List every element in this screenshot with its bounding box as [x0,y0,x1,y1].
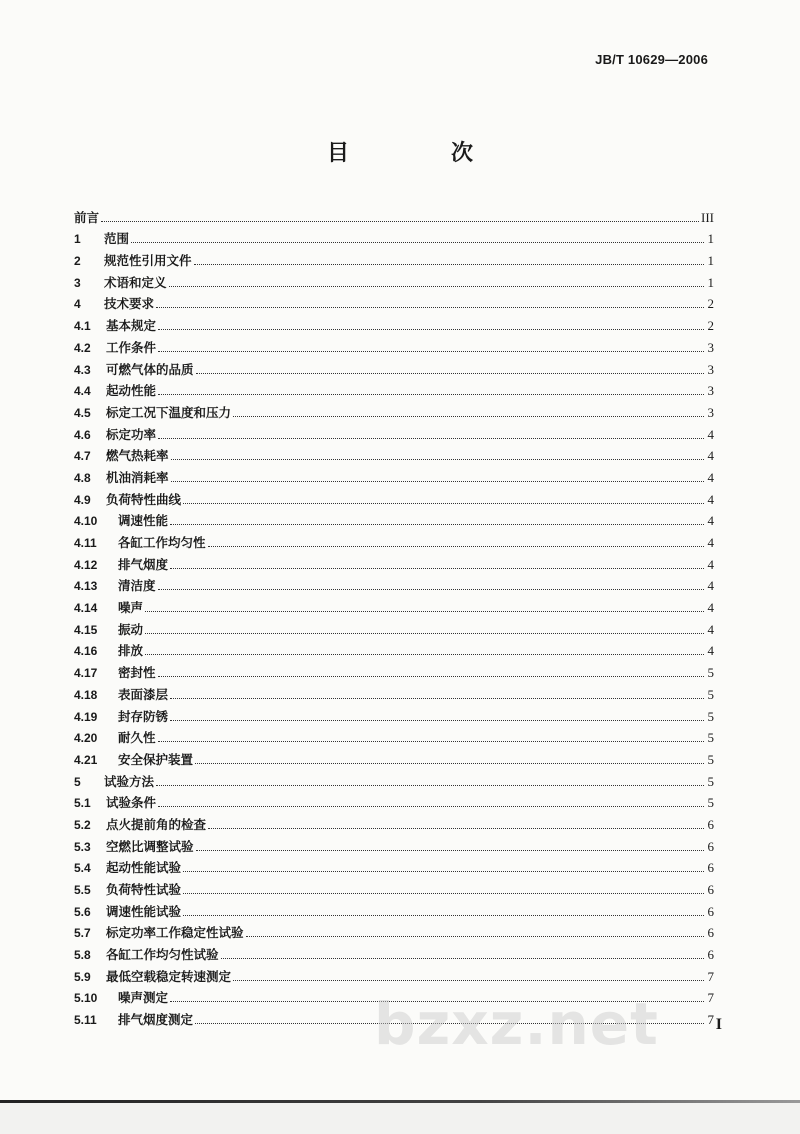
dot-leader [101,221,699,222]
toc-entry-number: 4.20 [74,731,98,746]
dot-leader [194,264,704,265]
toc-entry-page: 4 [707,600,714,616]
watermark: bzxz.net [374,990,659,1058]
toc-entry[interactable] [74,398,714,420]
toc-entry-page: 5 [707,665,714,681]
toc-entry-page: 5 [707,730,714,746]
dot-leader [233,416,704,417]
toc-entry-number: 5.4 [74,861,91,876]
toc-entry-number: 4.2 [74,340,91,355]
toc-entry-number: 4.16 [74,644,98,659]
toc-entry[interactable] [74,745,714,767]
toc-entry-page: 7 [707,1012,714,1028]
toc-entry-number: 5.6 [74,904,91,919]
dot-leader [171,459,704,460]
toc-entry-page: 3 [707,404,714,420]
toc-entry[interactable] [74,485,714,507]
toc-entry[interactable] [74,962,714,984]
toc-entry-title: 标定功率 [106,426,157,442]
dot-leader [183,915,704,916]
toc-entry[interactable] [74,724,714,746]
toc-entry-title: 耐久性 [118,730,156,746]
dot-leader [183,871,704,872]
toc-entry-page: 6 [707,903,714,919]
toc-entry-title: 点火提前角的检查 [106,816,207,832]
toc-entry-title: 机油消耗率 [106,469,169,485]
dot-leader [158,351,704,352]
toc-entry-page: 7 [707,968,714,984]
toc-entry-number: 4.4 [74,384,91,399]
dot-leader [208,546,704,547]
toc-entry-page: 6 [707,816,714,832]
toc-entry[interactable] [74,615,714,637]
toc-entry[interactable] [74,832,714,854]
page-title: 目 次 [326,141,513,166]
toc-entry[interactable] [74,593,714,615]
toc-entry-number: 5.1 [74,796,91,811]
dot-leader [196,373,704,374]
dot-leader [145,611,704,612]
toc-entry-page: 6 [707,925,714,941]
toc-entry-page: 5 [707,795,714,811]
toc-entry-page: 1 [707,231,714,247]
toc-entry-title: 调速性能试验 [106,903,182,919]
toc-entry-title: 起动性能 [106,383,157,399]
toc-entry-number: 5.10 [74,991,98,1006]
toc-entry-number: 3 [74,275,81,290]
dot-leader [131,242,704,243]
toc-entry[interactable] [74,940,714,962]
dot-leader [170,720,704,721]
toc-entry-number: 4.14 [74,601,98,616]
dot-leader [183,503,704,504]
toc-entry-number: 4.21 [74,752,98,767]
toc-entry-page: 4 [707,535,714,550]
toc-entry-title: 标定功率工作稳定性试验 [106,925,244,941]
toc-entry-page: 6 [707,838,714,854]
toc-entry-number: 4.10 [74,514,98,529]
toc-entry-page: 5 [707,708,714,724]
toc-entry-page: 4 [707,578,714,594]
toc-entry-title: 噪声测定 [118,990,169,1006]
toc-entry-page: 6 [707,947,714,963]
toc-entry[interactable] [74,507,714,529]
dot-leader [221,958,704,959]
toc-entry-number: 4.11 [74,536,97,550]
table-of-contents [74,203,714,1027]
toc-entry[interactable] [74,225,714,247]
toc-entry-number: 4.5 [74,405,91,420]
toc-entry-number: 5 [74,774,81,789]
toc-entry-title: 噪声 [118,600,144,616]
toc-entry-title: 标定工况下温度和压力 [106,404,232,420]
dot-leader [156,785,704,786]
toc-entry-number: 4.13 [74,579,98,594]
toc-entry-number: 1 [74,232,81,247]
toc-entry-number: 4.7 [74,449,91,464]
toc-entry-title: 范围 [104,231,130,247]
toc-entry-title: 试验条件 [106,795,157,811]
dot-leader [156,307,704,308]
toc-entry-page: 3 [707,339,714,355]
toc-entry[interactable] [74,875,714,897]
toc-entry-page: 4 [707,491,714,507]
toc-entry-title: 清洁度 [118,578,156,594]
toc-entry[interactable] [74,572,714,594]
toc-entry-title: 最低空载稳定转速测定 [106,968,232,984]
toc-entry-page: 7 [707,990,714,1006]
toc-entry-page: 4 [707,513,714,529]
toc-entry-title: 可燃气体的品质 [106,361,194,377]
toc-entry-title: 技术要求 [104,296,155,312]
toc-entry-title: 振动 [118,621,144,637]
toc-entry[interactable] [74,854,714,876]
dot-leader [170,524,704,525]
toc-entry[interactable] [74,637,714,659]
toc-entry-number: 4.1 [74,319,91,334]
dot-leader [183,893,704,894]
dot-leader [158,741,704,742]
dot-leader [171,481,704,482]
toc-entry[interactable] [74,658,714,680]
toc-entry-title: 表面漆层 [118,686,169,702]
toc-entry-title: 术语和定义 [104,274,167,290]
toc-entry-number: 4.17 [74,666,98,681]
toc-entry-number: 5.11 [74,1013,97,1028]
toc-entry-page: 1 [707,253,714,269]
dot-leader [246,936,704,937]
toc-entry[interactable] [74,311,714,333]
dot-leader [170,568,704,569]
toc-entry-page: 6 [707,860,714,876]
toc-entry-page: 2 [707,318,714,334]
dot-leader [158,329,704,330]
toc-entry-title: 基本规定 [106,318,157,334]
toc-entry-page: 1 [707,274,714,290]
dot-leader [145,654,704,655]
toc-entry[interactable] [74,789,714,811]
toc-entry[interactable] [74,246,714,268]
toc-entry[interactable] [74,290,714,312]
toc-entry-title: 规范性引用文件 [104,253,192,269]
toc-entry[interactable] [74,333,714,355]
toc-entry-page: 4 [707,621,714,637]
toc-entry-page: 3 [707,383,714,399]
toc-entry-number: 4.18 [74,687,98,702]
dot-leader [195,763,704,764]
toc-entry[interactable] [74,680,714,702]
dot-leader [196,850,704,851]
bottom-margin-shade [0,1103,800,1134]
toc-entry-number: 4.3 [74,362,91,377]
dot-leader [170,698,704,699]
toc-entry-page: 4 [707,426,714,442]
toc-entry[interactable] [74,442,714,464]
toc-entry-title: 负荷特性试验 [106,882,182,897]
toc-entry[interactable] [74,203,714,225]
page-number: I [715,1016,722,1033]
toc-entry-title: 前言 [74,209,100,225]
toc-entry-page: 5 [707,686,714,702]
toc-entry-number: 2 [74,254,81,269]
toc-entry-page: 4 [707,469,714,485]
toc-entry-title: 安全保护装置 [118,751,194,767]
dot-leader [158,438,704,439]
toc-entry-number: 5.9 [74,969,91,984]
toc-entry-number: 5.3 [74,839,91,854]
toc-entry-title: 负荷特性曲线 [106,491,182,507]
dot-leader [233,980,704,981]
toc-entry[interactable] [74,810,714,832]
toc-entry-number: 5.7 [74,926,91,941]
toc-entry-number: 4.9 [74,492,91,507]
dot-leader [145,633,704,634]
toc-entry-number: 5.8 [74,948,91,963]
toc-entry[interactable] [74,268,714,290]
toc-entry-title: 排气烟度 [118,556,169,572]
toc-entry-number: 4.6 [74,427,91,442]
toc-entry[interactable] [74,702,714,724]
toc-entry-number: 5.2 [74,817,91,832]
toc-entry-number: 4.19 [74,709,98,724]
toc-entry-page: III [701,209,714,225]
toc-entry-page: 4 [707,556,714,572]
toc-entry-title: 空燃比调整试验 [106,838,194,854]
toc-entry-page: 4 [707,643,714,659]
toc-entry-page: 6 [707,882,714,897]
dot-leader [158,806,704,807]
dot-leader [169,286,704,287]
dot-leader [158,676,704,677]
toc-entry-number: 4.15 [74,622,98,637]
toc-entry-title: 排气烟度测定 [118,1012,194,1028]
toc-entry-title: 工作条件 [106,339,157,355]
toc-entry-page: 4 [707,448,714,464]
toc-entry-title: 各缸工作均匀性 [118,535,206,550]
toc-entry-title: 试验方法 [104,773,155,789]
toc-entry-title: 燃气热耗率 [106,448,169,464]
toc-entry-title: 密封性 [118,665,156,681]
toc-entry-title: 调速性能 [118,513,169,529]
toc-entry-page: 5 [707,751,714,767]
toc-entry[interactable] [74,528,714,550]
toc-entry[interactable] [74,420,714,442]
toc-entry-title: 排放 [118,643,144,659]
toc-entry[interactable] [74,463,714,485]
toc-entry-title: 封存防锈 [118,708,169,724]
toc-entry[interactable] [74,919,714,941]
toc-entry-number: 4.8 [74,470,91,485]
toc-entry[interactable] [74,550,714,572]
toc-entry-title: 各缸工作均匀性试验 [106,947,219,963]
toc-entry-page: 5 [707,773,714,789]
dot-leader [208,828,704,829]
standard-code: JB/T 10629—2006 [595,52,708,67]
toc-entry-number: 4 [74,297,81,312]
dot-leader [158,589,704,590]
toc-entry-page: 2 [707,296,714,312]
dot-leader [158,394,704,395]
toc-entry-title: 起动性能试验 [106,860,182,876]
toc-entry-number: 4.12 [74,557,98,572]
toc-entry-number: 5.5 [74,883,91,897]
toc-entry-page: 3 [707,361,714,377]
toc-entry[interactable] [74,767,714,789]
toc-entry[interactable] [74,355,714,377]
toc-entry[interactable] [74,897,714,919]
toc-entry[interactable] [74,377,714,399]
